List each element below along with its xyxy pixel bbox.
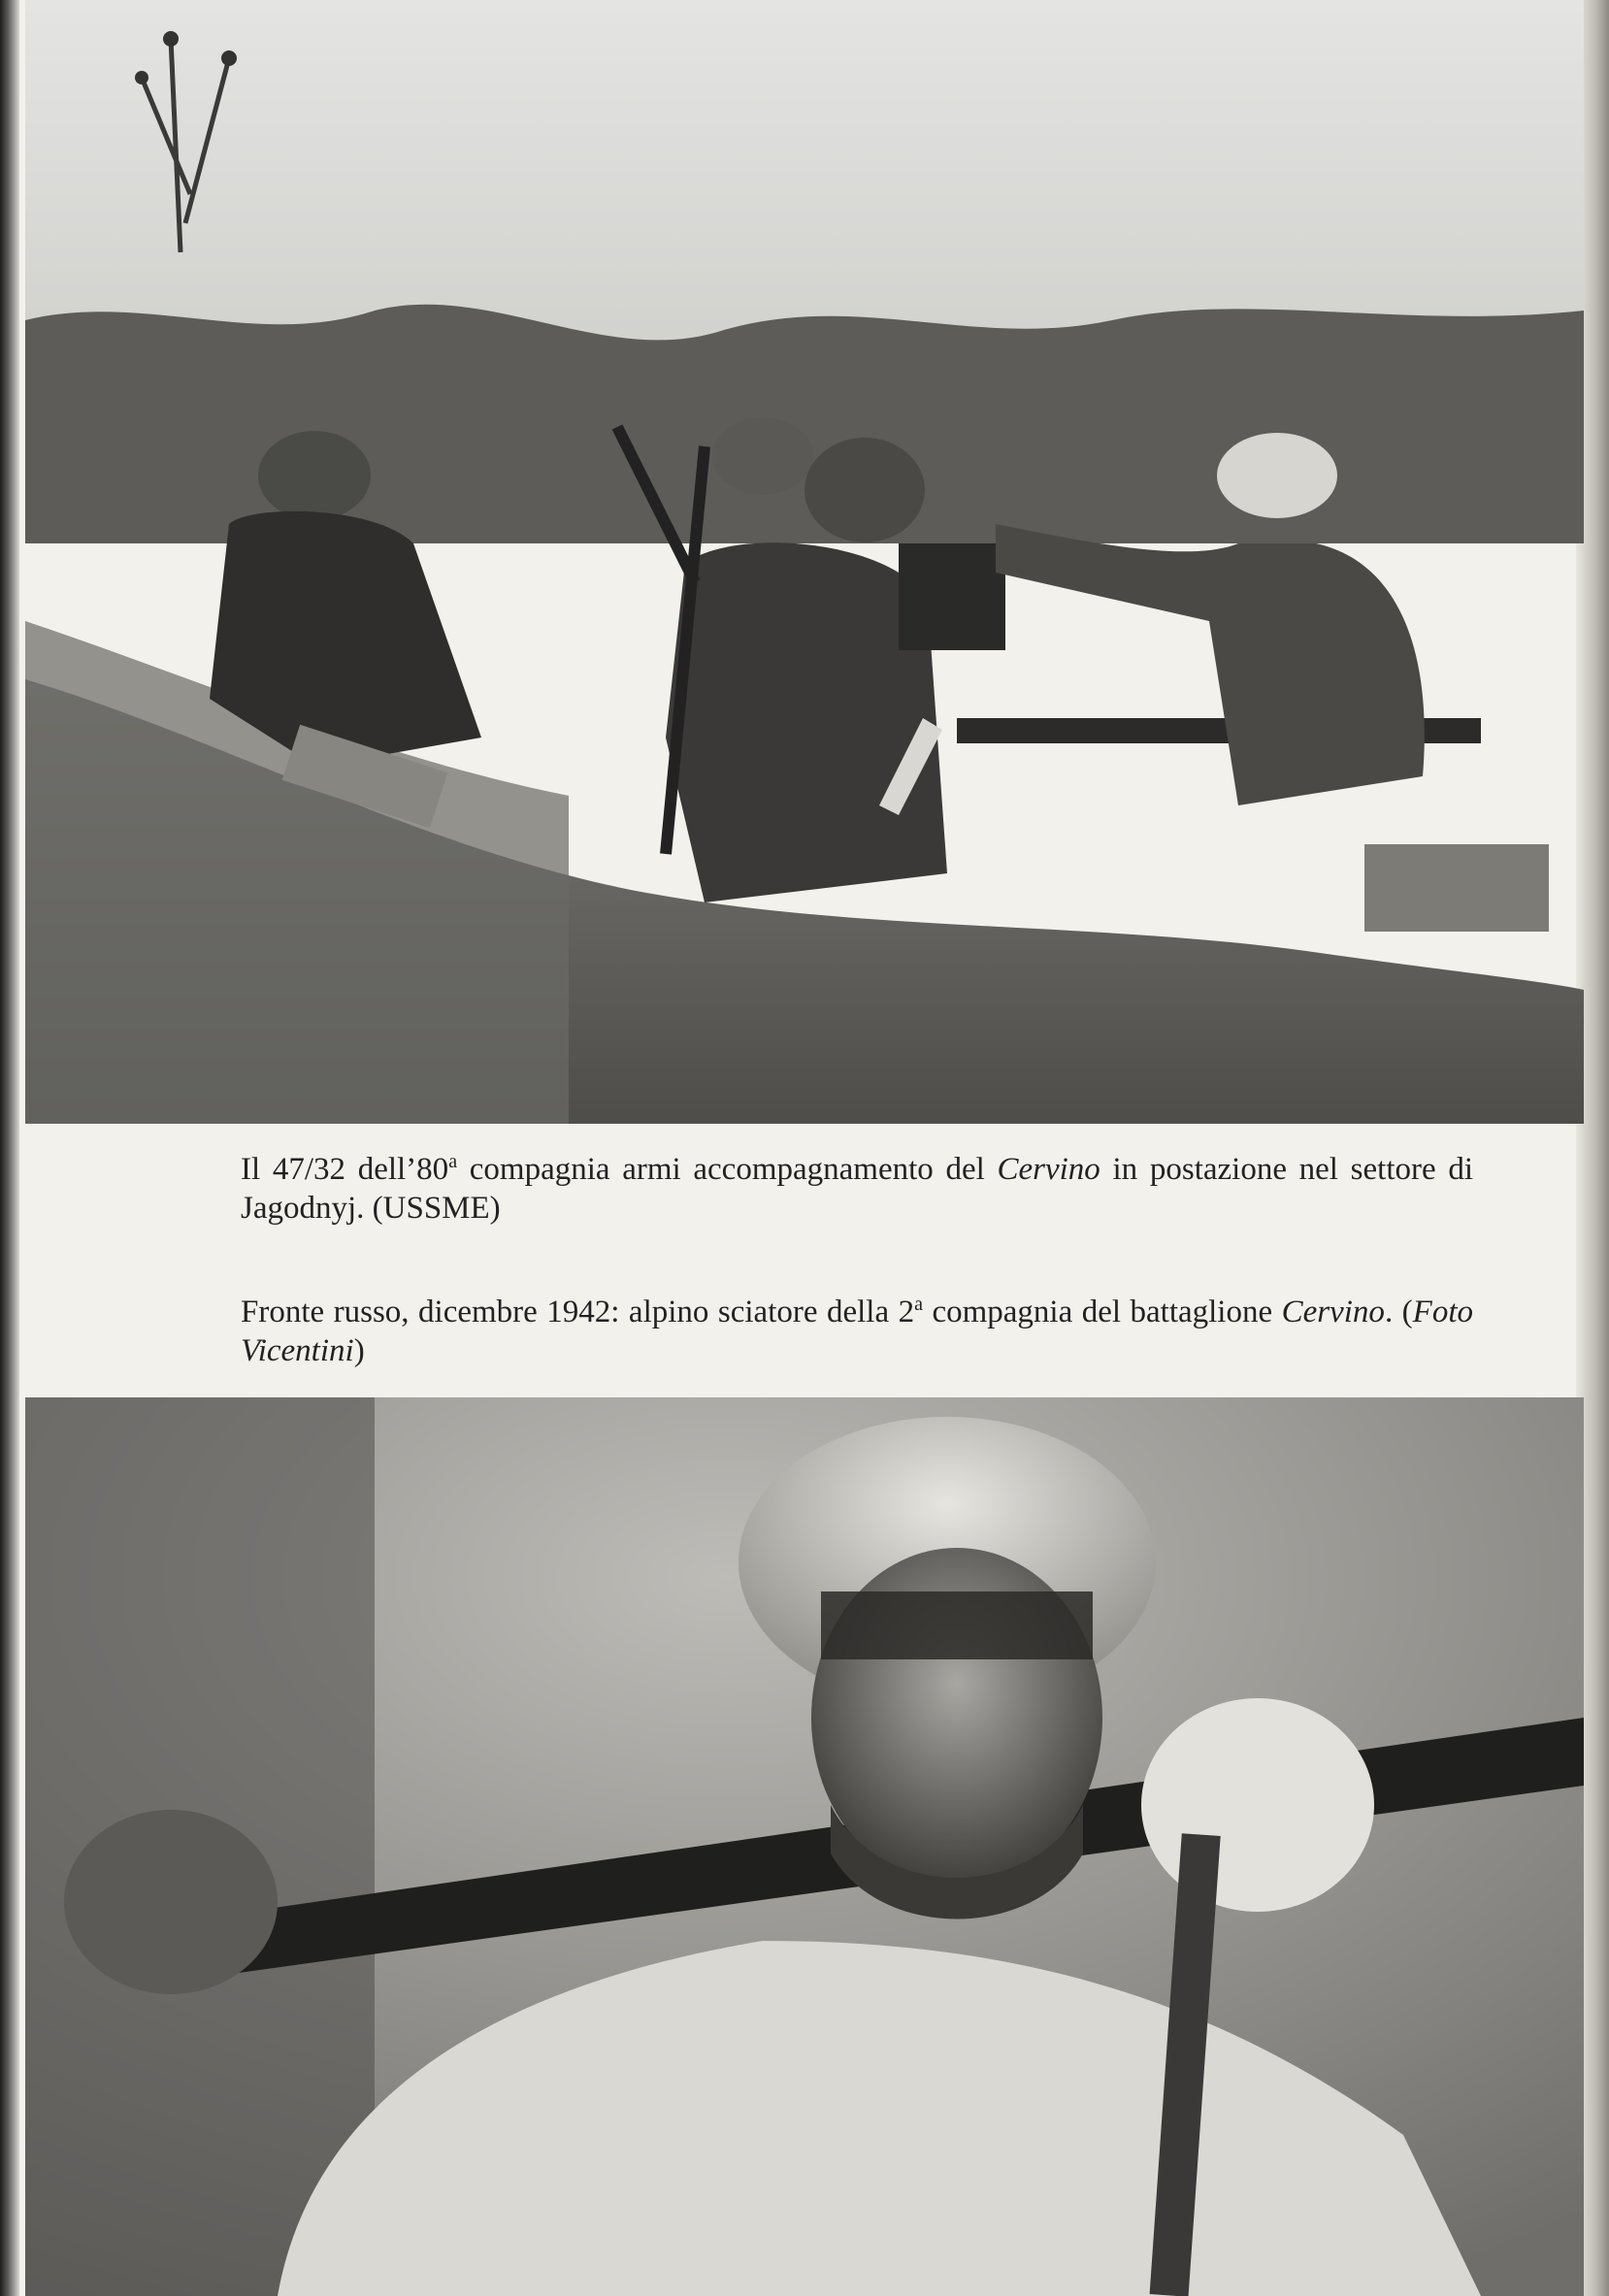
caption-bottom-superscript: a: [914, 1294, 923, 1315]
photo-soldiers-gun-position: [25, 0, 1584, 1124]
caption-bottom-middle: compagnia del battaglione: [922, 1295, 1282, 1329]
caption-top-suffix: in postazione nel settore di Jagodnyj. (USSME): [241, 1152, 1473, 1226]
caption-bottom-photo: [241, 1293, 1473, 1370]
caption-top-superscript: a: [448, 1151, 458, 1172]
caption-bottom-suffix: ): [353, 1333, 365, 1368]
caption-top-photo: [241, 1150, 1473, 1228]
photo-alpine-soldier-image: [25, 1397, 1584, 2296]
caption-top-italic-cervino: Cervino: [997, 1152, 1100, 1187]
book-spine-shadow: [0, 0, 19, 2296]
caption-top-prefix: Il 47/32 dell’80: [241, 1152, 449, 1187]
caption-bottom-between: . (: [1384, 1295, 1413, 1329]
caption-bottom-italic-credit: Foto Vicentini: [241, 1295, 1473, 1368]
caption-bottom-italic-cervino: Cervino: [1281, 1295, 1385, 1329]
photo-alpine-soldier-portrait: [25, 1397, 1584, 2296]
photo-soldiers-gun-image: [25, 0, 1584, 1124]
caption-bottom-prefix: Fronte russo, dicembre 1942: alpino sciatore della 2: [241, 1295, 915, 1329]
caption-top-middle: compagnia armi accompagnamento del: [457, 1152, 998, 1187]
